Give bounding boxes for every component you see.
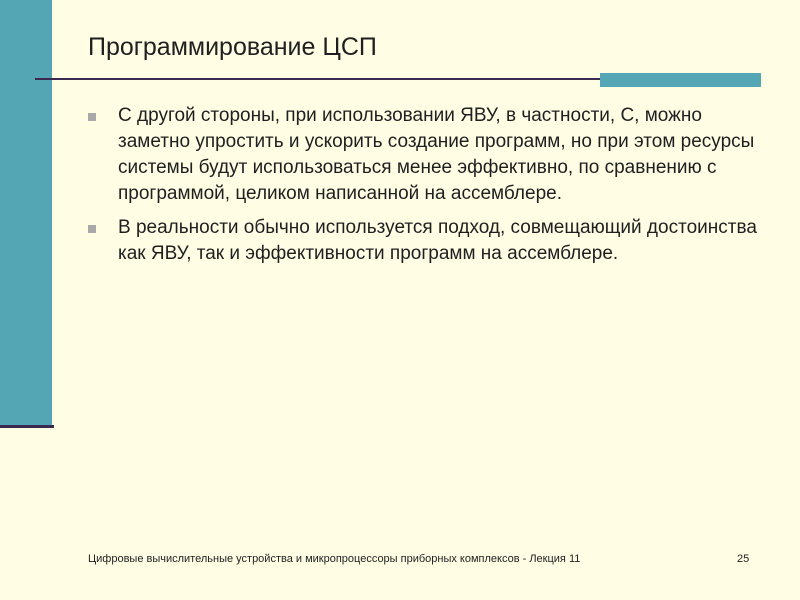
left-accent-band [0,0,52,425]
bullet-item [88,215,768,267]
bullet-text: С другой стороны, при использовании ЯВУ, в частности, С, можно заметно упростить и ускорить создание программ, но при этом ресурсы системы будут использоваться менее эффективно, по сравнению с программой, целиком написанной на ассемблере. [118,105,755,204]
title-accent-block [600,73,761,87]
square-bullet-icon [88,225,96,233]
left-band-underline [0,425,54,428]
bullet-text: В реальности обычно используется подход, совмещающий достоинства как ЯВУ, так и эффективности программ на ассемблере. [118,217,757,264]
square-bullet-icon [88,113,96,121]
page-number: 25 [737,553,750,565]
slide-footer: Цифровые вычислительные устройства и микропроцессоры приборных комплексов - Лекция 11 [88,553,581,565]
bullet-item [88,103,768,207]
bullet-list [88,103,768,275]
slide-title: Программирование ЦСП [88,33,377,61]
